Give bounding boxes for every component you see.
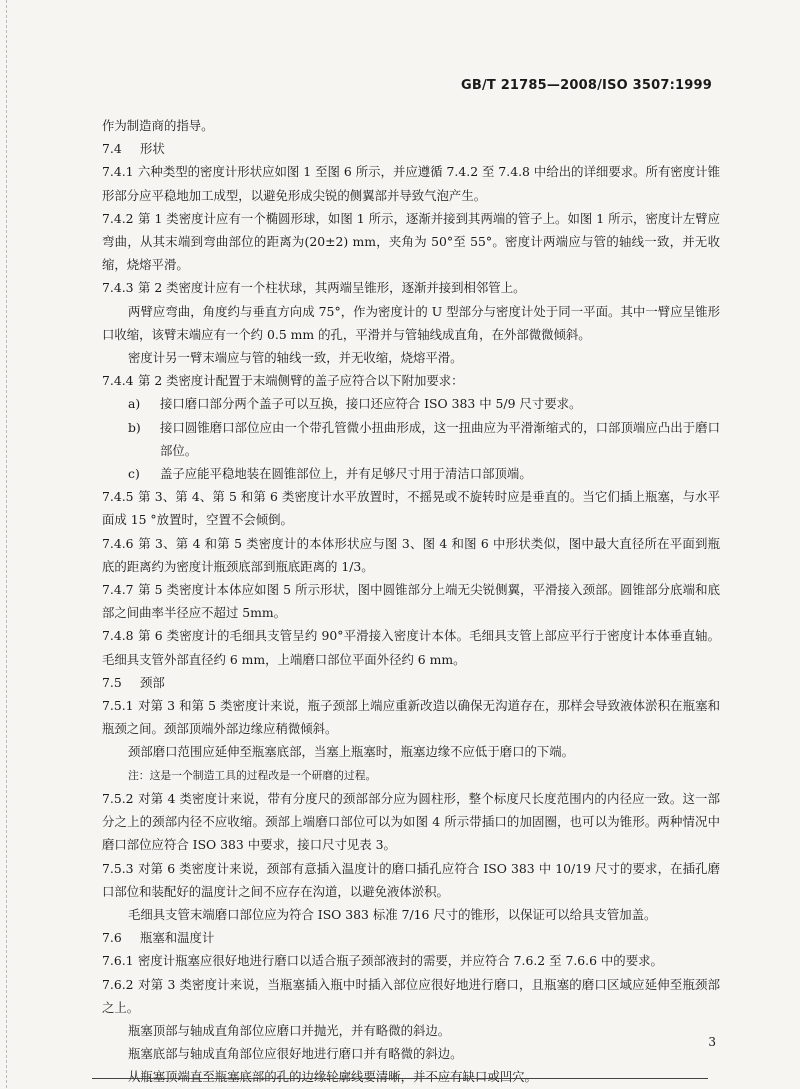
clause-text: 第 2 类密度计应有一个柱状球，其两端呈锥形，逐渐并接到相邻管上。 (138, 280, 526, 296)
list-item-text: 接口磨口部分两个盖子可以互换，接口还应符合 ISO 383 中 5/9 尺寸要求。 (160, 396, 582, 412)
list-item-text: 盖子应能平稳地装在圆锥部位上，并有足够尺寸用于清洁口部顶端。 (160, 466, 532, 482)
body-paragraph: 从瓶塞顶端直至瓶塞底部的孔的边缘轮廓线要清晰，并不应有缺口或凹穴。 (128, 1069, 537, 1085)
clause-text: 对第 4 类密度计来说，带有分度尺的颈部部分应为圆柱形，整个标度尺长度范围内的内径应一致。这一部分之上的颈部内径不应收缩。颈部上端磨口部位可以为如图 4 所示带插口的加固圈，也可以为锥形。两种情况中磨口部位应符合 ISO 383 中要求，接口尺寸见表 3。 (102, 790, 720, 853)
clause-paragraph (102, 485, 720, 531)
clause-number: 7.4.1 (102, 164, 134, 180)
clause-text: 第 2 类密度计配置于末端侧臂的盖子应符合以下附加要求： (138, 373, 464, 389)
section-heading (102, 137, 720, 160)
clause-text: 对第 3 类密度计来说，当瓶塞插入瓶中时插入部位应很好地进行磨口，且瓶塞的磨口区域应延伸至瓶颈部之上。 (102, 976, 720, 1015)
clause-paragraph (102, 787, 720, 857)
clause-number: 7.5.3 (102, 860, 134, 876)
clause-paragraph (102, 624, 720, 670)
clause-paragraph (102, 694, 720, 740)
clause-number: 7.4.6 (102, 535, 134, 551)
clause-text: 第 3、第 4 和第 5 类密度计的本体形状应与图 3、图 4 和图 6 中形状类似，图中最大直径所在平面到瓶底的距离约为密度计瓶颈底部到瓶底距离的 1/3。 (102, 535, 720, 574)
section-heading (102, 926, 720, 949)
clause-paragraph (102, 949, 720, 972)
clause-paragraph (102, 207, 720, 277)
clause-number: 7.4.2 (102, 210, 134, 226)
clause-text: 六种类型的密度计形状应如图 1 至图 6 所示，并应遵循 7.4.2 至 7.4.8 中给出的详细要求。所有密度计锥形部分应平稳地加工成型，以避免形成尖锐的侧翼部并导致气泡产生。 (102, 164, 720, 203)
clause-number: 7.6.2 (102, 976, 134, 992)
clause-text: 第 3、第 4、第 5 和第 6 类密度计水平放置时，不摇晃或不旋转时应是垂直的。当它们插上瓶塞，与水平面成 15 °放置时，空置不会倾倒。 (102, 489, 720, 528)
clause-number: 7.5.1 (102, 698, 134, 714)
clause-paragraph (102, 532, 720, 578)
clause-paragraph (102, 578, 720, 624)
body-paragraph: 毛细具支管末端磨口部位应为符合 ISO 383 标准 7/16 尺寸的锥形，以保证可以给具支管加盖。 (128, 906, 657, 922)
clause-number: 7.4.8 (102, 628, 134, 644)
clause-number: 7.5.2 (102, 790, 134, 806)
list-item (102, 416, 720, 462)
section-title: 瓶塞和温度计 (140, 930, 215, 946)
clause-text: 对第 6 类密度计来说，颈部有意插入温度计的磨口插孔应符合 ISO 383 中 10/19 尺寸的要求，在插孔磨口部位和装配好的温度计之间不应存在沟道，以避免液体淤积。 (102, 860, 720, 899)
standard-header: GB/T 21785—2008/ISO 3507:1999 (460, 78, 712, 93)
note-text: 注：这是一个制造工具的过程改是一个研磨的过程。 (128, 768, 377, 782)
clause-number: 7.4.4 (102, 373, 134, 389)
body-paragraph: 两臂应弯曲，角度约与垂直方向成 75°，作为密度计的 U 型部分与密度计处于同一平面。其中一臂应呈锥形口收缩，该臂末端应有一个约 0.5 mm 的孔，平滑并与管轴线成直角，在外部微微倾斜。 (102, 303, 720, 342)
clause-text: 第 6 类密度计的毛细具支管呈约 90°平滑接入密度计本体。毛细具支管上部应平行于密度计本体垂直轴。毛细具支管外部直径约 6 mm，上端磨口部位平面外径约 6 mm。 (102, 628, 720, 667)
binding-margin-line (6, 0, 7, 1088)
page-number: 3 (708, 1035, 716, 1049)
section-number: 7.6 (102, 930, 122, 946)
body-paragraph: 作为制造商的指导。 (102, 118, 214, 133)
document-body (102, 114, 720, 1089)
list-item-text: 接口圆锥磨口部位应由一个带孔管微小扭曲形成，这一扭曲应为平滑渐缩式的，口部顶端应凸出于磨口部位。 (160, 419, 720, 458)
clause-number: 7.4.3 (102, 280, 134, 296)
clause-paragraph (102, 973, 720, 1019)
clause-paragraph (102, 369, 720, 392)
section-title: 形状 (140, 141, 165, 157)
clause-number: 7.4.7 (102, 582, 134, 598)
list-item-label: c) (128, 466, 140, 482)
clause-number: 7.6.1 (102, 953, 134, 969)
clause-text: 第 5 类密度计本体应如图 5 所示形状，图中圆锥部分上端无尖锐侧翼，平滑接入颈部。圆锥部分底端和底部之间曲率半径应不超过 5mm。 (102, 582, 720, 621)
footer-rule (92, 1078, 708, 1079)
clause-text: 第 1 类密度计应有一个椭圆形球，如图 1 所示，逐渐并接到其两端的管子上。如图 1 所示，密度计左臂应弯曲，从其末端到弯曲部位的距离为(20±2) mm，夹角为 50°至 55°。密度计两端应与管的轴线一致，并无收缩，烧熔平滑。 (102, 210, 720, 273)
list-item-label: a) (128, 396, 141, 412)
clause-paragraph (102, 857, 720, 903)
body-paragraph: 瓶塞顶部与轴成直角部位应磨口并抛光，并有略微的斜边。 (128, 1022, 451, 1038)
clause-text: 密度计瓶塞应很好地进行磨口以适合瓶子颈部液封的需要，并应符合 7.6.2 至 7.6.6 中的要求。 (138, 953, 663, 969)
section-heading (102, 671, 720, 694)
body-paragraph: 颈部磨口范围应延伸至瓶塞底部，当塞上瓶塞时，瓶塞边缘不应低于磨口的下端。 (128, 744, 575, 760)
list-item-label: b) (128, 419, 141, 435)
clause-number: 7.4.5 (102, 489, 134, 505)
section-title: 颈部 (140, 674, 165, 690)
section-number: 7.5 (102, 674, 122, 690)
list-item (102, 462, 720, 485)
body-paragraph: 瓶塞底部与轴成直角部位应很好地进行磨口并有略微的斜边。 (128, 1046, 463, 1062)
clause-text: 对第 3 和第 5 类密度计来说，瓶子颈部上端应重新改造以确保无沟道存在，那样会导致液体淤积在瓶塞和瓶颈之间。颈部顶端外部边缘应稍微倾斜。 (102, 698, 720, 737)
clause-paragraph (102, 276, 720, 299)
clause-paragraph (102, 160, 720, 206)
body-paragraph: 密度计另一臂末端应与管的轴线一致，并无收缩，烧熔平滑。 (128, 350, 463, 366)
list-item (102, 392, 720, 415)
section-number: 7.4 (102, 141, 122, 157)
